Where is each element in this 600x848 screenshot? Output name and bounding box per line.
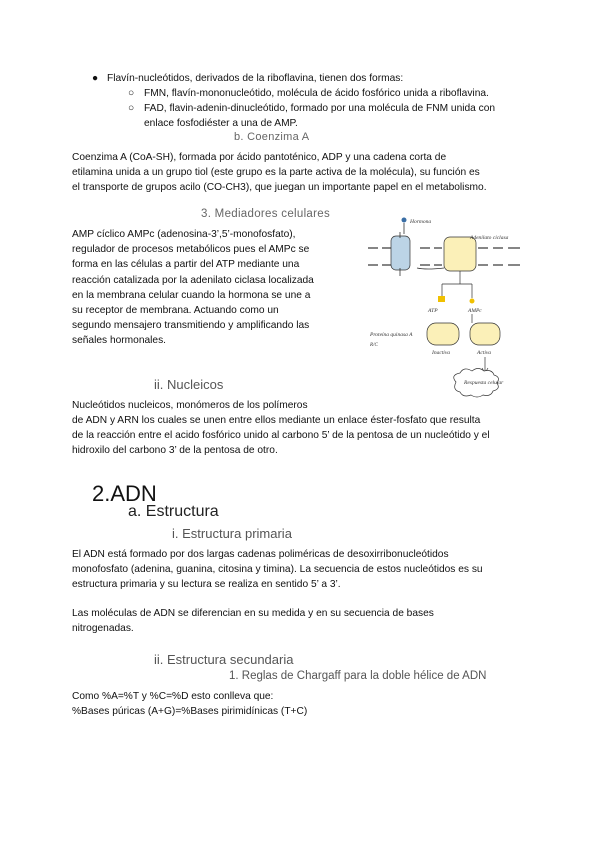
primaria-heading: i. Estructura primaria: [172, 526, 292, 541]
enzyme-label: Adenilato ciclasa: [470, 235, 509, 241]
active-label: Activa: [477, 350, 492, 356]
ampc-diagram: [360, 210, 535, 405]
sub-bullet-circle: ○: [128, 88, 135, 99]
bullet-dot: ●: [92, 73, 99, 84]
estructura-heading: a. Estructura: [128, 503, 219, 520]
fad-item-line2: enlace fosfodiéster a una de AMP.: [144, 118, 298, 129]
flavin-bullet: Flavín-nucleótidos, derivados de la riboflavina, tienen dos formas:: [107, 73, 404, 84]
nucleicos-heading: ii. Nucleicos: [154, 377, 224, 392]
primaria-line: Las moléculas de ADN se diferencian en su medida y en su secuencia de bases: [72, 608, 434, 619]
hormone-label: Hormona: [410, 219, 432, 225]
atp-shape: [438, 296, 445, 302]
primaria-line: El ADN está formado por dos largas cadenas poliméricas de desoxirribonucleótidos: [72, 549, 449, 560]
pka-inactive-shape: [427, 323, 459, 345]
primaria-line: estructura primaria y su lectura se realiza en sentido 5’ a 3’.: [72, 579, 341, 590]
secundaria-heading: ii. Estructura secundaria: [154, 652, 294, 667]
coenzima-line: el transporte de grupos acilo (CO-CH3), que juegan un importante papel en el metabolismo.: [72, 182, 487, 193]
chargaff-line: %Bases púricas (A+G)=%Bases pirimidínicas (T+C): [72, 706, 308, 717]
atp-label: ATP: [428, 308, 438, 314]
pka-sub-label: R/C: [370, 343, 378, 348]
receptor-shape: [391, 236, 410, 270]
ampc-dot: [470, 299, 475, 304]
chargaff-line: Como %A=%T y %C=%D esto conlleva que:: [72, 691, 274, 702]
response-label: Respuesta celular: [464, 380, 504, 386]
primaria-line: monofosfato (adenina, guanina, citosina y timina). La secuencia de estos nucleótidos es su: [72, 564, 483, 575]
fmn-item: FMN, flavín-mononucleótido, molécula de ácido fosfórico unida a riboflavina.: [144, 88, 489, 99]
chargaff-heading: 1. Reglas de Chargaff para la doble hélice de ADN: [229, 670, 487, 682]
inactive-label: Inactiva: [432, 350, 451, 356]
sub-bullet-circle: ○: [128, 103, 135, 114]
hormone-dot: [402, 218, 407, 223]
coenzima-line: Coenzima A (CoA-SH), formada por ácido pantoténico, ADP y una cadena corta de: [72, 152, 447, 163]
adn-title: 2.ADN: [92, 481, 157, 506]
nucleicos-line: hidroxilo del carbono 3’ de la pentosa de otro.: [72, 445, 278, 456]
nucleicos-line: de ADN y ARN los cuales se unen entre ellos mediante un enlace éster-fosfato que resulta: [72, 415, 481, 426]
coenzima-line: etilamina unida a un grupo tiol (este grupo es la parte activa de la molécula), su función es: [72, 167, 480, 178]
nucleicos-line: Nucleótidos nucleicos, monómeros de los polímeros: [72, 400, 308, 411]
adenylate-cyclase-shape: [444, 237, 476, 271]
mediadores-heading: 3. Mediadores celulares: [201, 208, 330, 220]
nucleicos-line: de la reacción entre el acido fosfórico unido al carbono 5’ de la pentosa de un nucleótido y el: [72, 430, 490, 441]
ampc-label: AMPc: [468, 308, 482, 314]
mediadores-text: AMP cíclico AMPc (adenosina-3’,5’-monofosfato), regulador de procesos metabólicos pues el AMPc se forma en las células a partir del ATP mediante una reacción catalizada por la adenilato ciclasa localizada en la membrana celular cuando la hormona se une a su receptor de membrana. Actuando como un segundo mensajero transmitiendo y amplificando las señales hormonales.: [72, 229, 314, 347]
primaria-line: nitrogenadas.: [72, 623, 134, 634]
pka-label: Proteína quinasa A: [370, 332, 413, 338]
pka-active-shape: [470, 323, 500, 345]
coenzima-heading: b. Coenzima A: [234, 131, 310, 143]
fad-item-line1: FAD, flavin-adenin-dinucleótido, formado por una molécula de FNM unida con: [144, 103, 496, 114]
